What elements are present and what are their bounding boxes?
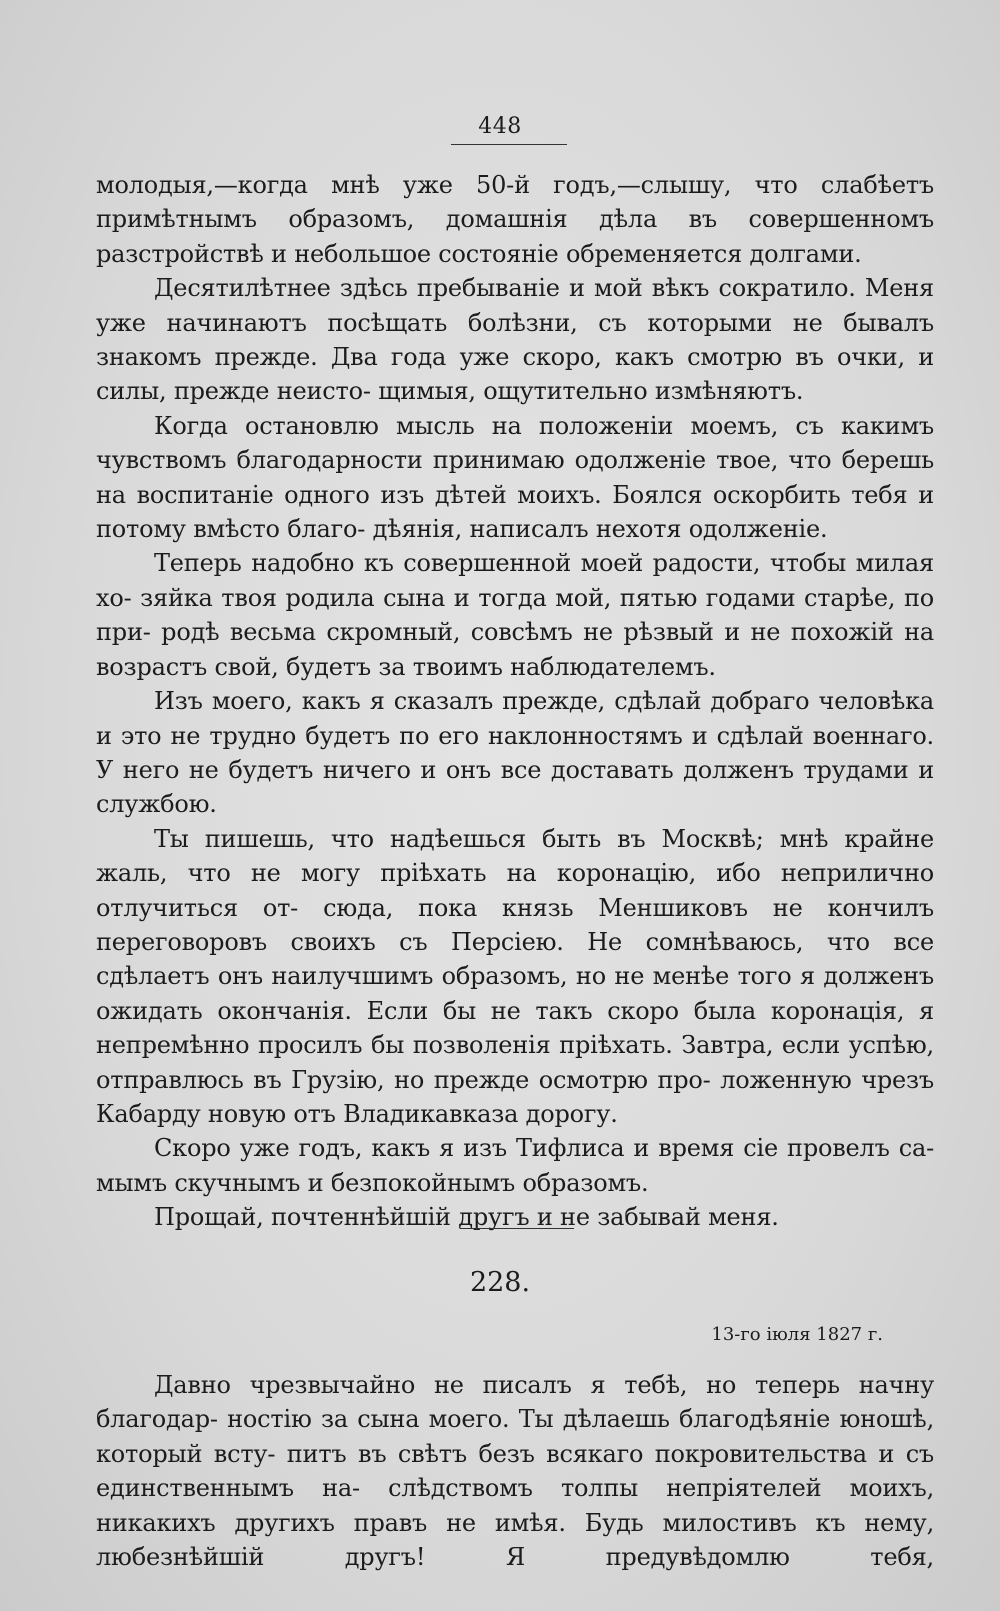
paragraph: молодыя,—когда мнѣ уже 50-й годъ,—слышу, что слабѣетъ примѣтнымъ образомъ, домашнія дѣла въ совершенномъ разстройствѣ и небольшое состояніе обременяется долгами. [96, 171, 934, 268]
paragraph: Изъ моего, какъ я сказалъ прежде, сдѣлай добраго человѣка и это не трудно будетъ по его наклонностямъ и сдѣлай военнаго. У него не будетъ ничего и онъ все доставать долженъ трудами и службою. [96, 687, 934, 819]
paragraph: Ты пишешь, что надѣешься быть въ Москвѣ; мнѣ крайне жаль, что не могу пріѣхать на коронацію, ибо неприлично отлучиться от- сюда, пока князь Меншиковъ не кончилъ переговоровъ своихъ съ Персіею. Не сомнѣваюсь, что все сдѣлаетъ онъ наилучшимъ образомъ, но не менѣе того я долженъ ожидать окончанія. Если бы не такъ скоро была коронація, я непремѣнно просилъ бы позволенія пріѣхать. Завтра, если успѣю, отправлюсь въ Грузію, но прежде осмотрю про- ложенную чрезъ Кабарду новую отъ Владикавказа дорогу. [96, 824, 934, 1128]
paragraph: Прощай, почтеннѣйшій другъ и не забывай меня. [154, 1203, 779, 1232]
letter-text [96, 1368, 934, 1574]
paragraph: Теперь надобно къ совершенной моей радости, чтобы милая хо- зяйка твоя родила сына и тогда мой, пятью годами старѣе, по при- родѣ весьма скромный, совсѣмъ не рѣзвый и не похожій на возрастъ свой, будетъ за твоимъ наблюдателемъ. [96, 549, 934, 681]
paragraph: Десятилѣтнее здѣсь пребываніе и мой вѣкъ сократило. Меня уже начинаютъ посѣщать болѣзни, съ которыми не бывалъ знакомъ прежде. Два года уже скоро, какъ смотрю въ очки, и силы, прежде неисто- щимыя, ощутительно измѣняютъ. [96, 274, 934, 406]
page-number: 448 [478, 114, 522, 139]
section-separator [460, 1228, 574, 1229]
paragraph: Когда остановлю мысль на положеніи моемъ, съ какимъ чувствомъ благодарности принимаю одолженіе твое, что берешь на воспитаніе одного изъ дѣтей моихъ. Боялся оскорбить тебя и потому вмѣсто благо- дѣянія, написалъ нехотя одолженіе. [96, 411, 934, 544]
paragraph: Скоро уже годъ, какъ я изъ Тифлиса и время сіе провелъ са- мымъ скучнымъ и безпокойнымъ образомъ. [96, 1134, 934, 1197]
page-header [0, 114, 1000, 139]
paragraph: Давно чрезвычайно не писалъ я тебѣ, но теперь начну благодар- ностію за сына моего. Ты дѣлаешь благодѣяніе юношѣ, который всту- питъ въ свѣтъ безъ всякаго покровительства и съ единственнымъ на- слѣдствомъ толпы непріятелей моихъ, никакихъ другихъ правъ не имѣя. Будь милостивъ къ нему, любезнѣйшій другъ! Я предувѣдомлю тебя, [96, 1371, 934, 1572]
letter-date: 13-го іюля 1827 г. [711, 1324, 883, 1345]
header-rule [451, 144, 567, 145]
letter-number: 228. [469, 1267, 531, 1298]
letter-continuation-text [96, 168, 934, 1235]
